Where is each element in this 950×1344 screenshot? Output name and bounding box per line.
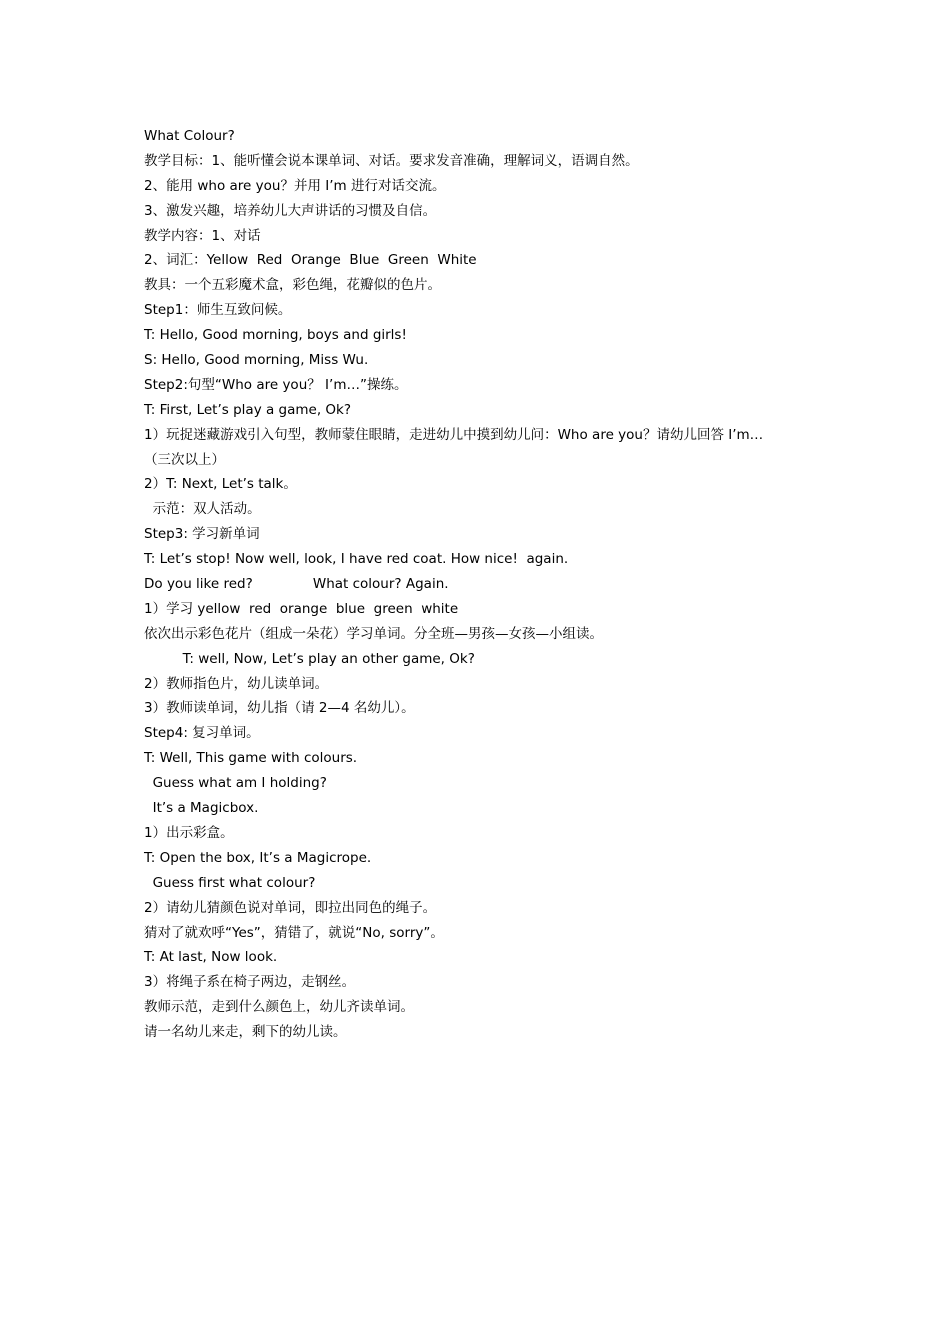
- text-line: 2）T: Next, Let’s talk。: [144, 476, 297, 493]
- text-line: T: First, Let’s play a game, Ok?: [144, 401, 352, 418]
- document-title: What Colour?: [144, 128, 235, 144]
- text-line: 猜对了就欢呼“Yes”，猜错了，就说“No, sorry”。: [144, 924, 444, 941]
- text-line: 2）教师指色片，幼儿读单词。: [144, 675, 329, 692]
- document-body: [144, 124, 824, 1045]
- text-line: S: Hello, Good morning, Miss Wu.: [144, 352, 369, 369]
- text-line: 教师示范，走到什么颜色上，幼儿齐读单词。: [144, 999, 414, 1016]
- text-line: Step1：师生互致问候。: [144, 302, 292, 319]
- text-line: （三次以上）: [144, 451, 225, 468]
- text-line: 2）请幼儿猜颜色说对单词，即拉出同色的绳子。: [144, 899, 437, 916]
- text-line: T: Let’s stop! Now well, look, I have red coat. How nice! again.: [144, 551, 569, 568]
- text-line: T: At last, Now look.: [144, 949, 278, 966]
- text-line: 请一名幼儿来走，剩下的幼儿读。: [144, 1024, 347, 1041]
- text-line: T: Well, This game with colours.: [144, 750, 358, 767]
- text-line: T: Open the box, It’s a Magicrope.: [144, 849, 372, 866]
- text-line: Guess what am I holding?: [144, 775, 327, 792]
- text-line: Step3: 学习新单词: [144, 526, 260, 543]
- text-line: 3）将绳子系在椅子两边，走钢丝。: [144, 974, 356, 991]
- text-line: 示范：双人活动。: [144, 501, 261, 518]
- text-line: It’s a Magicbox.: [144, 800, 259, 817]
- text-line: 依次出示彩色花片（组成一朵花）学习单词。分全班—男孩—女孩—小组读。: [144, 625, 603, 642]
- text-line: 3）教师读单词，幼儿指（请 2—4 名幼儿）。: [144, 700, 415, 717]
- text-line: 教学内容：1、对话: [144, 227, 261, 244]
- text-line: Guess first what colour?: [144, 874, 316, 891]
- text-line: T: well, Now, Let’s play an other game, Ok?: [144, 650, 475, 667]
- text-line: Step2:句型“Who are you？ I’m…”操练。: [144, 376, 408, 393]
- text-line: 1）学习 yellow red orange blue green white: [144, 600, 459, 617]
- text-line: 1）出示彩盒。: [144, 824, 234, 841]
- text-line: 2、词汇：Yellow Red Orange Blue Green White: [144, 252, 477, 269]
- text-line: 3、激发兴趣，培养幼儿大声讲话的习惯及自信。: [144, 202, 437, 219]
- text-line: 教具：一个五彩魔术盒，彩色绳，花瓣似的色片。: [144, 277, 441, 294]
- text-line: 1）玩捉迷藏游戏引入句型，教师蒙住眼睛，走进幼儿中摸到幼儿问：Who are you？请幼儿回答 I’m…: [144, 426, 764, 443]
- text-line: T: Hello, Good morning, boys and girls!: [144, 327, 407, 344]
- text-line: Do you like red? What colour? Again.: [144, 576, 449, 593]
- text-line: 2、能用 who are you？并用 I’m 进行对话交流。: [144, 177, 446, 194]
- text-line: 教学目标：1、能听懂会说本课单词、对话。要求发音准确，理解词义，语调自然。: [144, 152, 639, 169]
- text-line: Step4: 复习单词。: [144, 725, 260, 742]
